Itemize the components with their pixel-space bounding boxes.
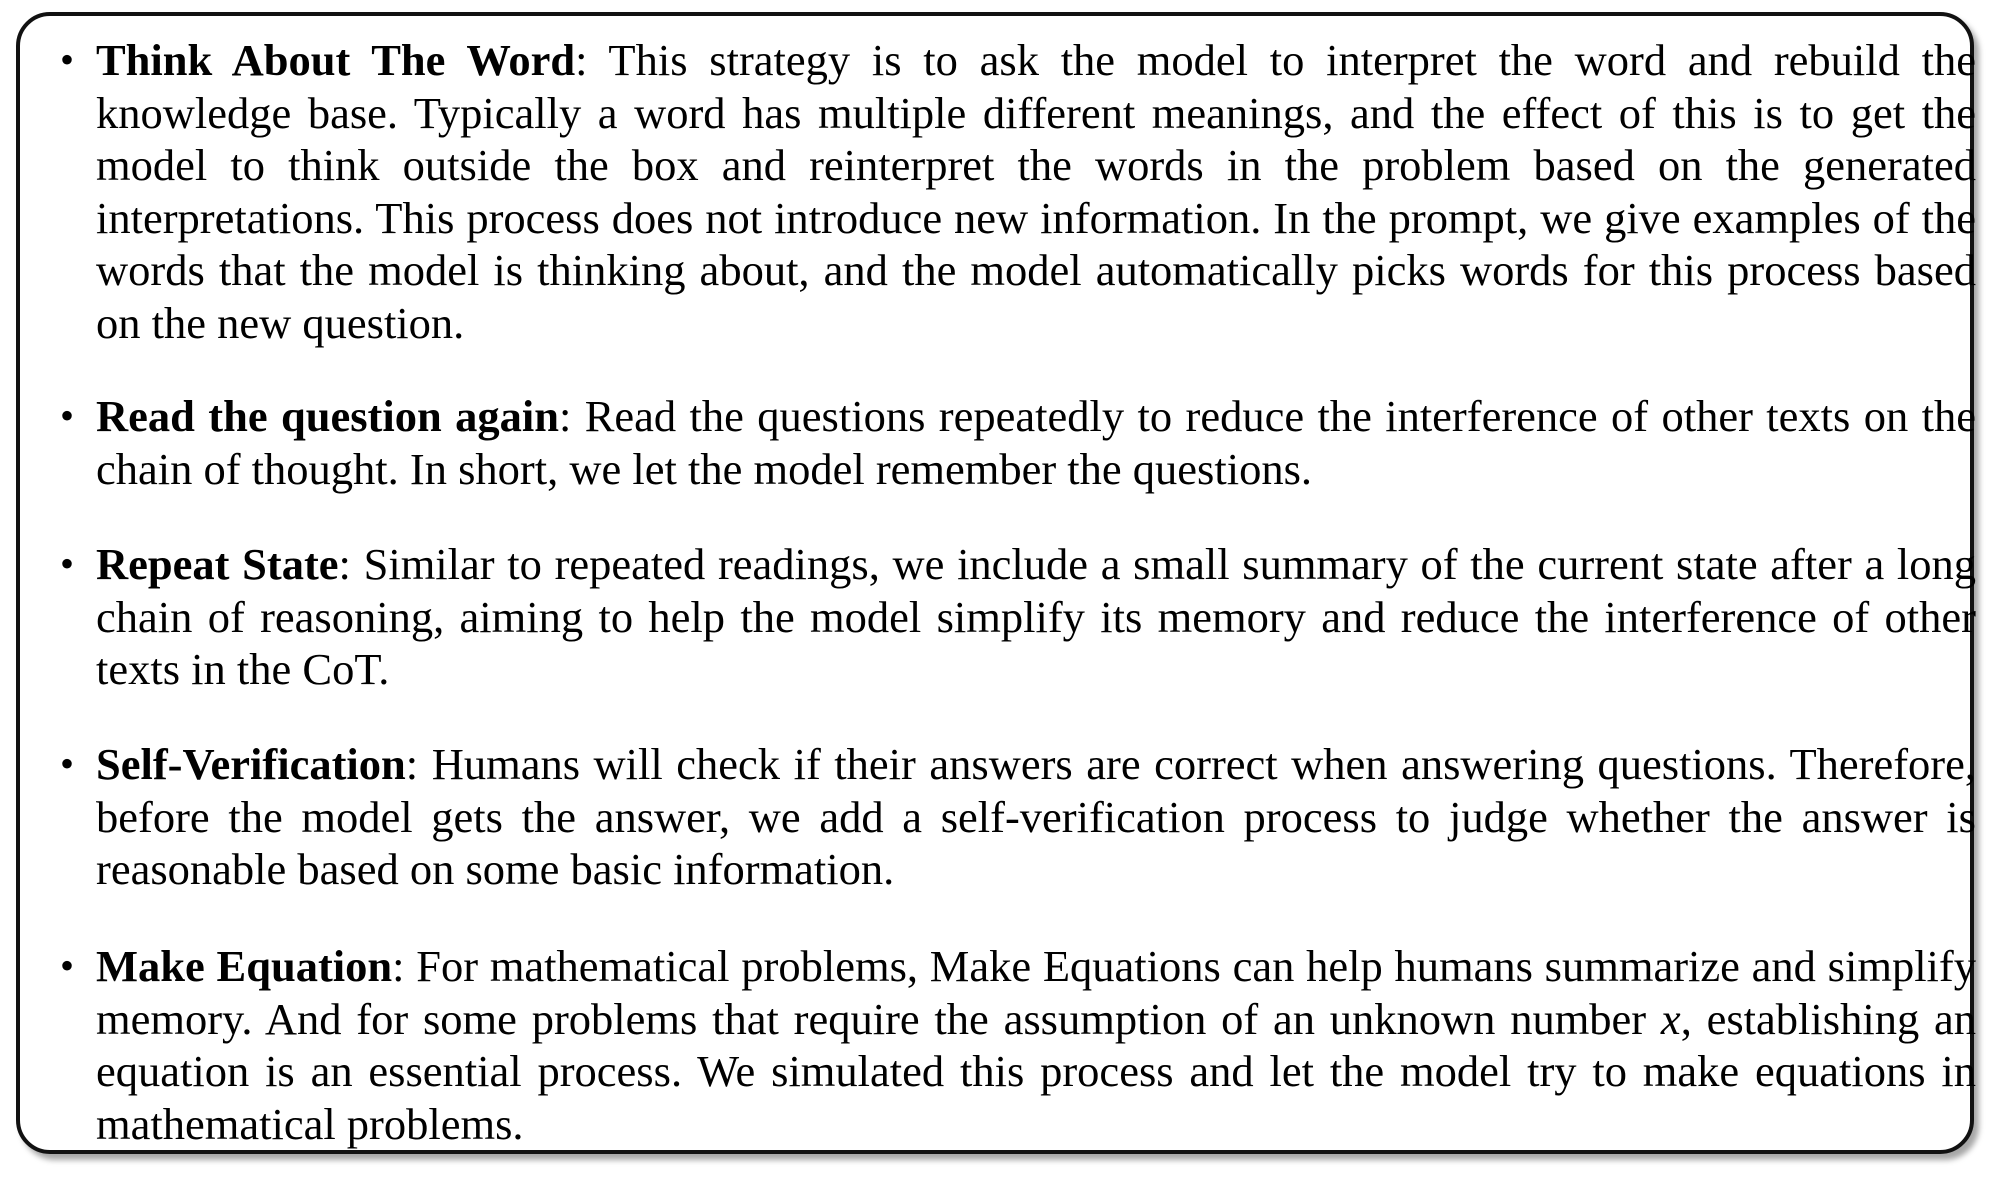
item-term: Read the question again [96, 391, 559, 441]
bullet-icon: • [60, 393, 75, 438]
list-item-make-equation [60, 940, 1976, 1150]
item-term: Self-Verification [96, 739, 406, 789]
list-item-think-about-the-word [60, 34, 1976, 349]
item-term: Think About The Word [96, 35, 576, 85]
item-description: : For mathematical problems, Make Equations can help humans summarize and simplify memory. And for some problems that require the assumption of an unknown number [96, 941, 1976, 1044]
item-description-continued: , establishing an equation is an essential process. We simulated this process and let the model try to make equations in mathematical problems. [96, 993, 1976, 1149]
content-box [16, 12, 1974, 1154]
item-description: : Humans will check if their answers are correct when answering questions. Therefore, before the model gets the answer, we add a self-verification process to judge whether the answer is reasonable based on some basic information. [96, 739, 1976, 894]
bullet-icon: • [60, 37, 75, 82]
bullet-icon: • [60, 541, 75, 586]
item-description: : Similar to repeated readings, we include a small summary of the current state after a long chain of reasoning, aiming to help the model simplify its memory and reduce the interference of other texts in the CoT. [96, 539, 1976, 694]
bullet-icon: • [60, 943, 75, 988]
item-term: Make Equation [96, 941, 393, 991]
item-description: : This strategy is to ask the model to interpret the word and rebuild the knowledge base. Typically a word has multiple different meanings, and the effect of this is to get the model to think outside the box and reinterpret the words in the problem based on the generated interpretations. This process does not introduce new information. In the prompt, we give examples of the words that the model is thinking about, and the model automatically picks words for this process based on the new question. [96, 35, 1976, 348]
bullet-icon: • [60, 741, 75, 786]
list-item-repeat-state [60, 538, 1976, 696]
item-description: : Read the questions repeatedly to reduce the interference of other texts on the chain of thought. In short, we let the model remember the questions. [96, 391, 1976, 494]
item-term: Repeat State [96, 539, 339, 589]
math-variable: x [1660, 993, 1681, 1044]
list-item-read-question-again [60, 390, 1976, 495]
list-item-self-verification [60, 738, 1976, 896]
